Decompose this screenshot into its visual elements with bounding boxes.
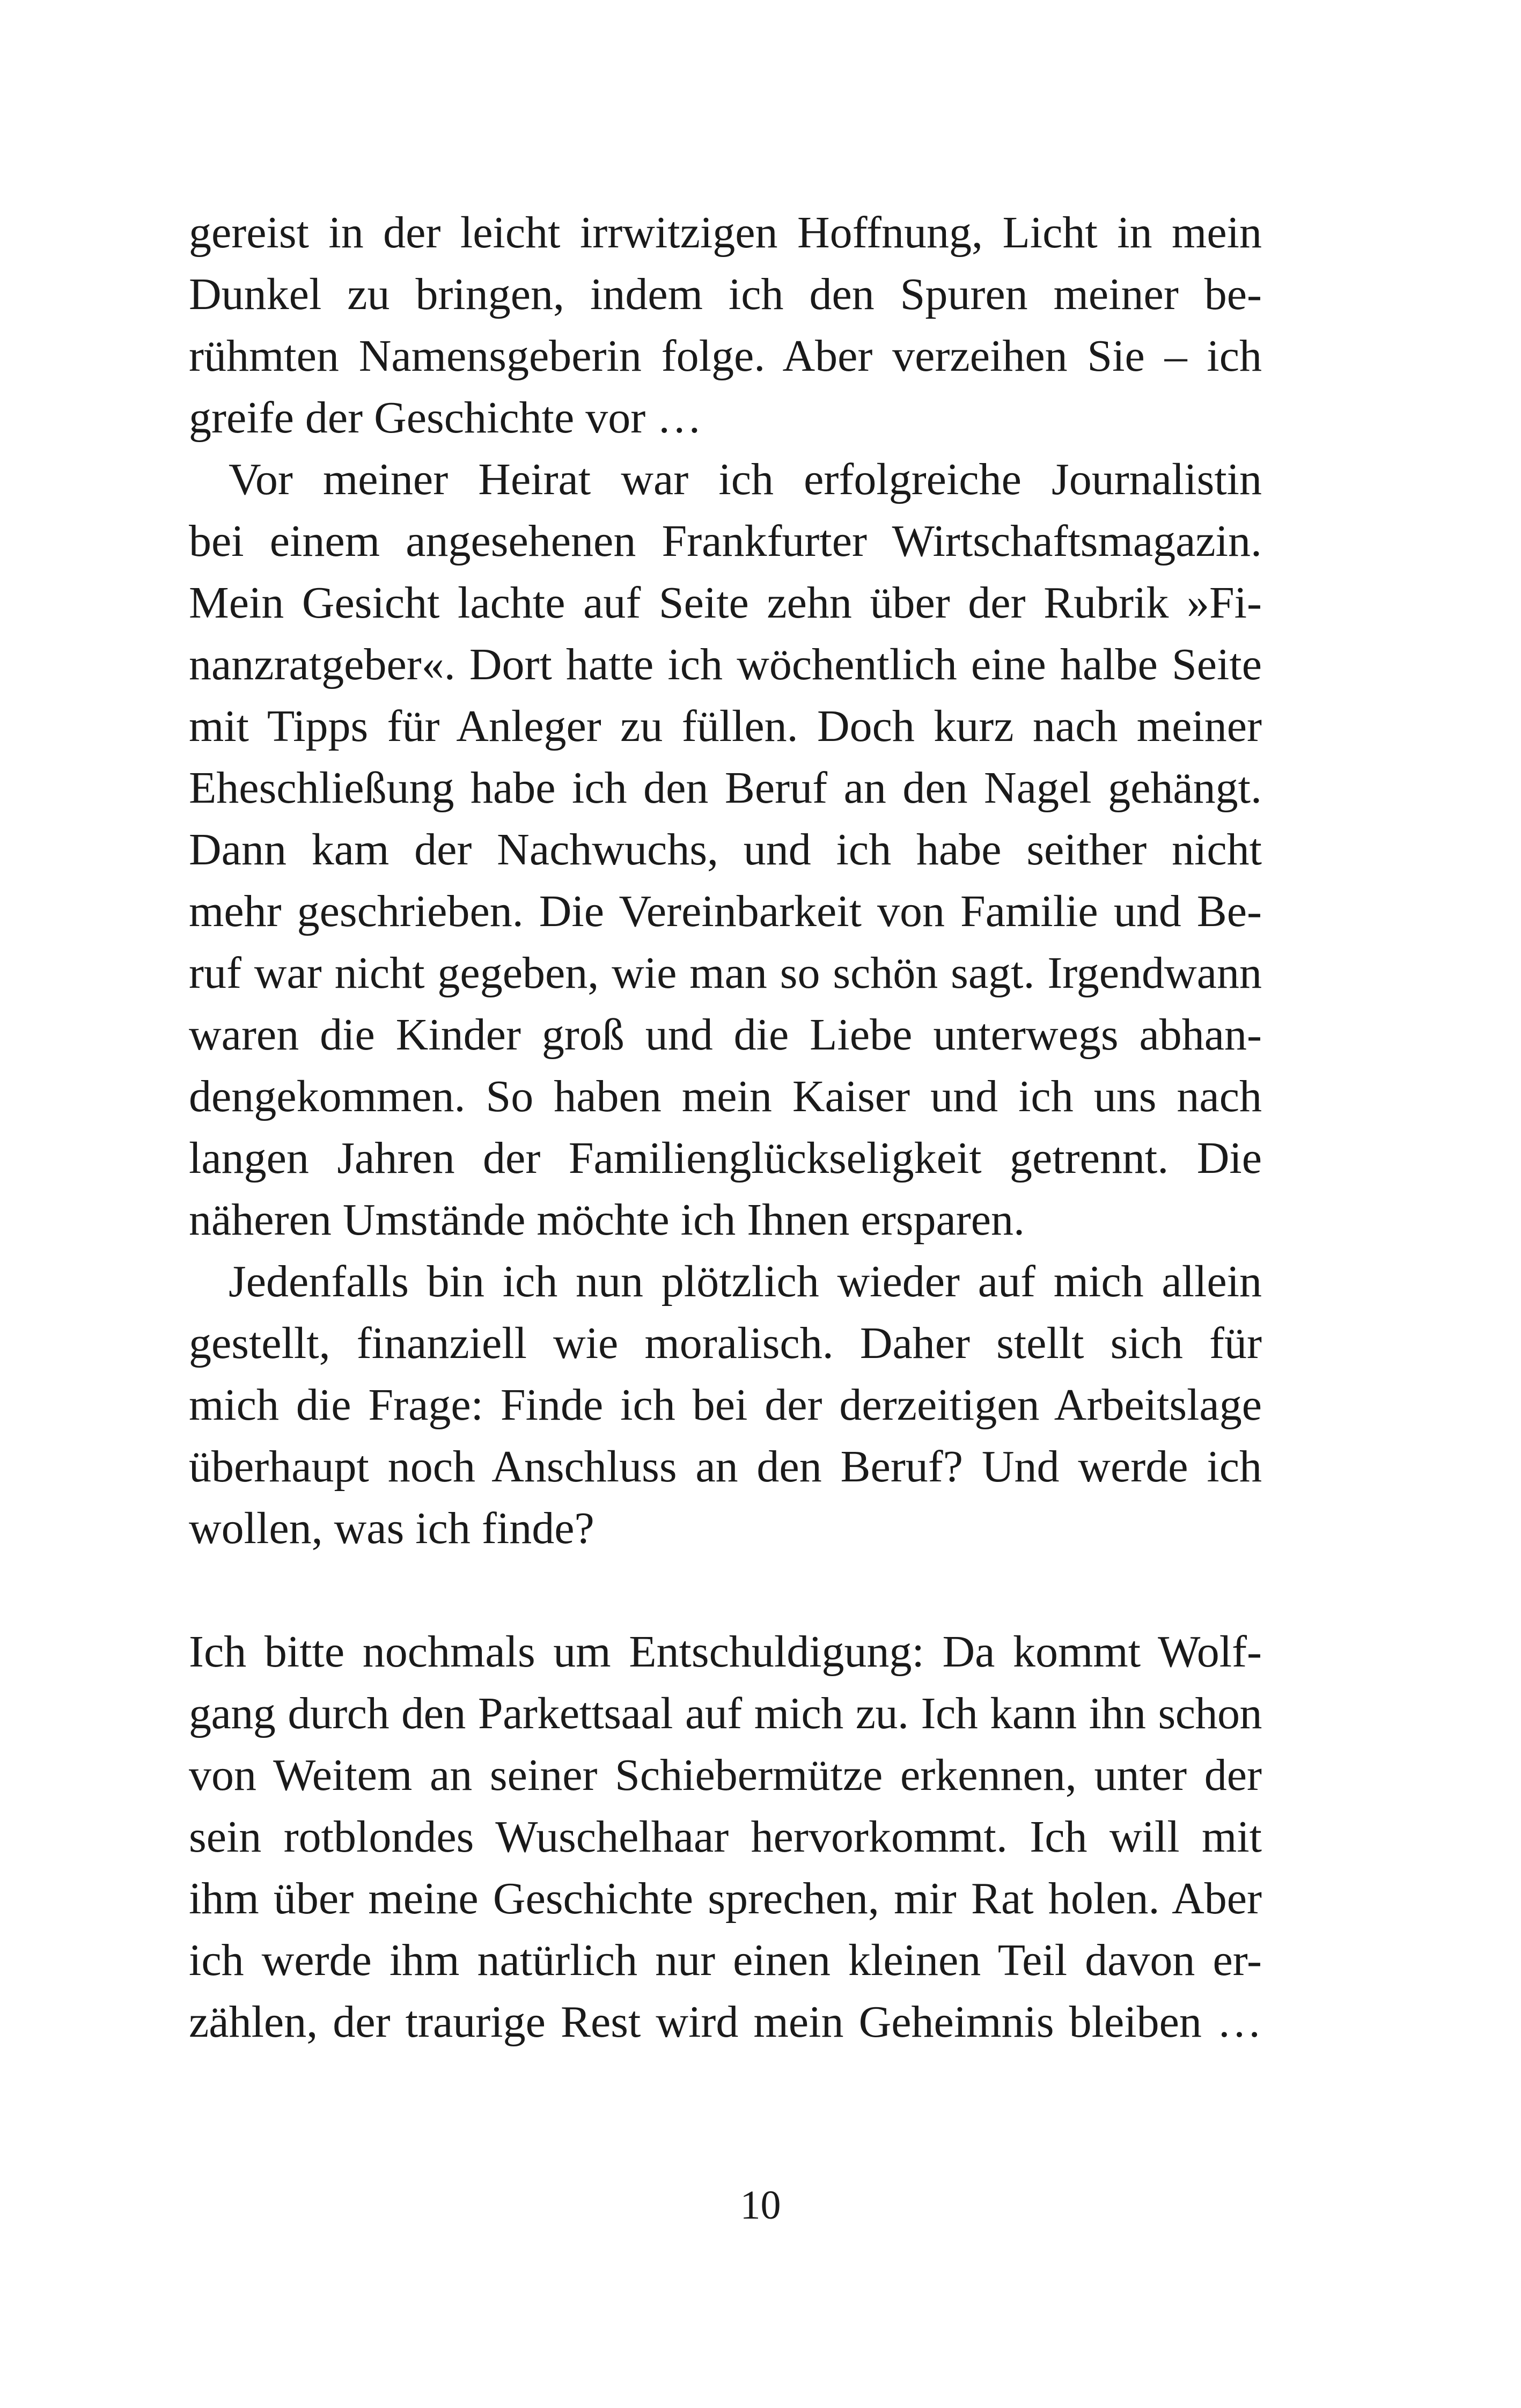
text-line: gang durch den Parkettsaal auf mich zu. Ich kann ihn schon: [189, 1688, 1262, 1738]
section-break: [189, 1559, 1262, 1621]
text-line: gereist in der leicht irrwitzigen Hoffnung, Licht in mein: [189, 208, 1262, 258]
text-line: Dann kam der Nachwuchs, und ich habe seither nicht: [189, 825, 1262, 875]
text-line: dengekommen. So haben mein Kaiser und ich uns nach: [189, 1071, 1262, 1121]
text-line: bei einem angesehenen Frankfurter Wirtschaftsmagazin.: [189, 516, 1262, 566]
text-line: Ich bitte nochmals um Entschuldigung: Da kommt Wolf-: [189, 1627, 1262, 1677]
text-line: sein rotblondes Wuschelhaar hervorkommt. Ich will mit: [189, 1812, 1262, 1862]
paragraph: [189, 1621, 1262, 2053]
paragraph-continuation: [189, 202, 1262, 449]
text-line: Mein Gesicht lachte auf Seite zehn über der Rubrik »Fi-: [189, 578, 1262, 628]
text-line: ich werde ihm natürlich nur einen kleinen Teil davon er-: [189, 1935, 1262, 1985]
page-number: 10: [740, 2183, 781, 2228]
text-line: waren die Kinder groß und die Liebe unterwegs abhan-: [189, 1010, 1262, 1060]
text-line: überhaupt noch Anschluss an den Beruf? Und werde ich: [189, 1442, 1262, 1492]
text-line: gestellt, finanziell wie moralisch. Daher stellt sich für: [189, 1318, 1262, 1368]
text-line: Eheschließung habe ich den Beruf an den Nagel gehängt.: [189, 763, 1262, 813]
body-text: [189, 202, 1262, 2053]
text-line: langen Jahren der Familienglückseligkeit getrennt. Die: [189, 1133, 1262, 1183]
paragraph: [189, 1251, 1262, 1559]
text-line: mich die Frage: Finde ich bei der derzeitigen Arbeitslage: [189, 1380, 1262, 1430]
text-line: ruf war nicht gegeben, wie man so schön sagt. Irgendwann: [189, 948, 1262, 998]
text-line: Vor meiner Heirat war ich erfolgreiche Journalistin: [229, 454, 1262, 504]
text-line: von Weitem an seiner Schiebermütze erkennen, unter der: [189, 1750, 1262, 1800]
text-line: Dunkel zu bringen, indem ich den Spuren meiner be-: [189, 269, 1262, 319]
text-line: mit Tipps für Anleger zu füllen. Doch kurz nach meiner: [189, 701, 1262, 751]
text-line: greife der Geschichte vor …: [189, 393, 702, 443]
text-line: zählen, der traurige Rest wird mein Geheimnis bleiben …: [189, 1997, 1262, 2047]
text-line: nanzratgeber«. Dort hatte ich wöchentlich eine halbe Seite: [189, 640, 1262, 689]
text-line: Jedenfalls bin ich nun plötzlich wieder auf mich allein: [229, 1257, 1262, 1306]
paragraph: [189, 449, 1262, 1251]
text-line: näheren Umstände möchte ich Ihnen ersparen.: [189, 1195, 1025, 1245]
text-line: wollen, was ich finde?: [189, 1503, 594, 1553]
text-line: mehr geschrieben. Die Vereinbarkeit von Familie und Be-: [189, 886, 1262, 936]
text-line: rühmten Namensgeberin folge. Aber verzeihen Sie – ich: [189, 331, 1262, 381]
text-line: ihm über meine Geschichte sprechen, mir Rat holen. Aber: [189, 1874, 1262, 1924]
